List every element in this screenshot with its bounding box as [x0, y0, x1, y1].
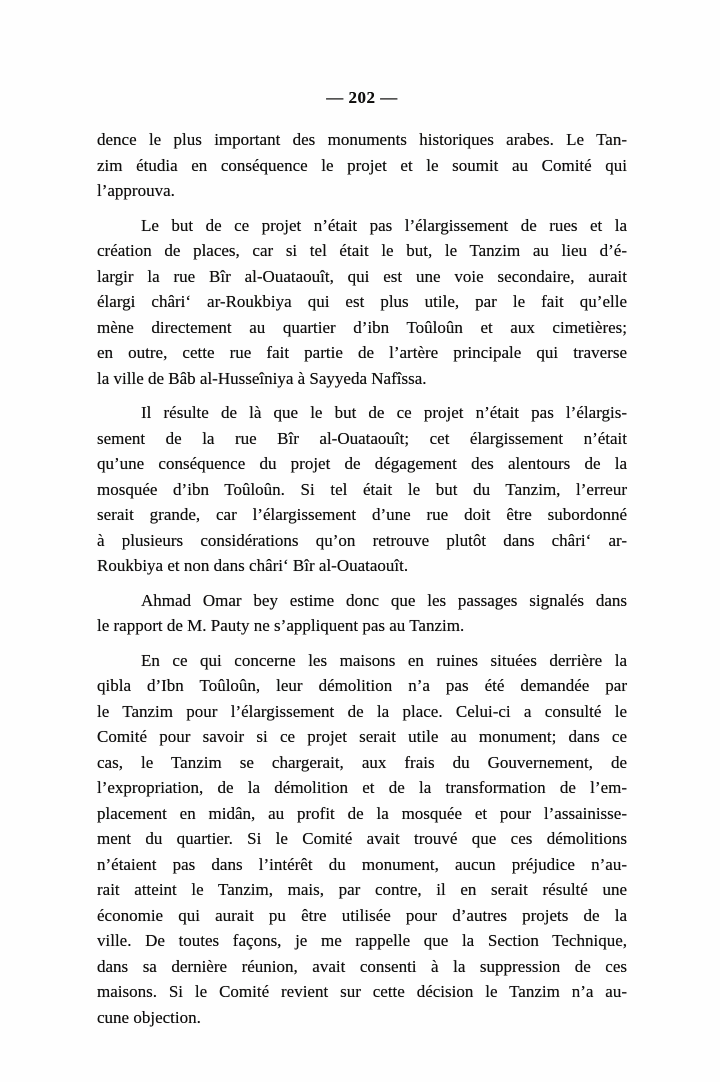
text-line: le rapport de M. Pauty ne s’appliquent pas au Tanzim. [97, 616, 465, 635]
text-line: zim étudia en conséquence le projet et le soumit au Comité qui [97, 155, 627, 175]
text-line: dence le plus important des monuments historiques arabes. Le Tan- [97, 130, 627, 149]
text-line: n’étaient pas dans l’intérêt du monument, aucun préjudice n’au- [97, 854, 627, 874]
text-line: Ahmad Omar bey estime donc que les passages signalés dans [141, 590, 627, 610]
text-line: largir la rue Bîr al-Ouataouît, qui est une voie secondaire, aurait [97, 266, 627, 286]
text-line: maisons. Si le Comité revient sur cette décision le Tanzim n’a au- [97, 982, 627, 1001]
text-line: qibla d’Ibn Toûloûn, leur démolition n’a pas été demandée par [97, 676, 627, 695]
text-line: Il résulte de là que le but de ce projet n’était pas l’élargis- [141, 403, 627, 422]
text-line: serait grande, car l’élargissement d’une rue doit être subordonné [97, 505, 627, 524]
text-line: cune objection. [97, 1007, 201, 1027]
text-line: ment du quartier. Si le Comité avait trouvé que ces démolitions [97, 829, 627, 848]
text-line: mène directement au quartier d’ibn Toûloûn et aux cimetières; [97, 317, 627, 337]
text-line: En ce qui concerne les maisons en ruines situées derrière la [141, 650, 627, 670]
text-line: qu’une conséquence du projet de dégagement des alentours de la [97, 454, 627, 473]
text-line: l’expropriation, de la démolition et de la transformation de l’em- [97, 778, 627, 797]
paragraph [97, 213, 627, 392]
text-line: dans sa dernière réunion, avait consenti à la suppression de ces [97, 956, 627, 976]
paragraph [97, 648, 627, 1031]
text-line: en outre, cette rue fait partie de l’artère principale qui traverse [97, 343, 627, 362]
text-line: ville. De toutes façons, je me rappelle que la Section Technique, [97, 931, 627, 950]
paragraph [97, 127, 627, 204]
text-line: cas, le Tanzim se chargerait, aux frais du Gouvernement, de [97, 752, 627, 772]
text-line: rait atteint le Tanzim, mais, par contre, il en serait résulté une [97, 880, 627, 899]
paragraph [97, 588, 627, 639]
text-line: placement en midân, au profit de la mosquée et pour l’assainisse- [97, 803, 627, 823]
body-text [97, 127, 627, 1039]
text-line: Roukbiya et non dans châri‘ Bîr al-Ouataouît. [97, 556, 409, 575]
text-line: Comité pour savoir si ce projet serait utile au monument; dans ce [97, 727, 627, 746]
text-line: le Tanzim pour l’élargissement de la place. Celui-ci a consulté le [97, 701, 627, 721]
text-line: l’approuva. [97, 181, 175, 200]
text-line: à plusieurs considérations qu’on retrouve plutôt dans châri‘ ar- [97, 530, 627, 550]
text-line: la ville de Bâb al-Husseîniya à Sayyeda Nafîssa. [97, 368, 427, 388]
text-line: économie qui aurait pu être utilisée pour d’autres projets de la [97, 905, 627, 925]
text-line: Le but de ce projet n’était pas l’élargissement de rues et la [141, 215, 627, 235]
text-line: mosquée d’ibn Toûloûn. Si tel était le but du Tanzim, l’erreur [97, 479, 627, 499]
text-line: sement de la rue Bîr al-Ouataouît; cet élargissement n’était [97, 428, 627, 448]
text-line: création de places, car si tel était le but, le Tanzim au lieu d’é- [97, 241, 627, 260]
page-number: — 202 — [326, 88, 398, 107]
text-line: élargi châri‘ ar-Roukbiya qui est plus utile, par le fait qu’elle [97, 292, 627, 311]
paragraph [97, 400, 627, 579]
